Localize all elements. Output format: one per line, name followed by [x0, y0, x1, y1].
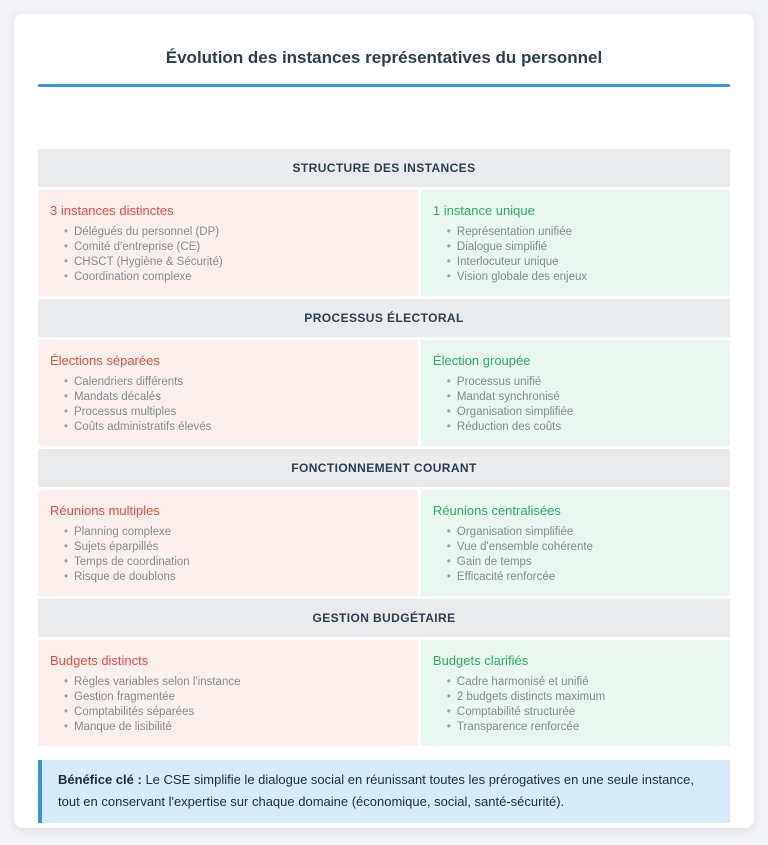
list-item: • Règles variables selon l'instance	[64, 675, 406, 690]
list-item: • Planning complexe	[64, 525, 406, 540]
list-item: • Interlocuteur unique	[447, 255, 718, 270]
benefit-label: Bénéfice clé :	[58, 772, 142, 787]
list-item: • Processus unifié	[447, 375, 718, 390]
after-list	[447, 675, 718, 735]
page-title: Évolution des instances représentatives du personnel	[165, 48, 603, 67]
before-cell	[38, 190, 418, 296]
after-cell	[421, 340, 730, 446]
before-list	[64, 225, 406, 285]
list-item: • Cadre harmonisé et unifié	[447, 675, 718, 690]
before-list	[64, 525, 406, 585]
comparison-row	[38, 340, 730, 446]
after-heading: Budgets clarifiés	[432, 653, 529, 668]
list-item: • Processus multiples	[64, 405, 406, 420]
title-underline	[38, 84, 730, 87]
comparison-row	[38, 190, 730, 296]
list-item: • Temps de coordination	[64, 555, 406, 570]
comparison-table	[38, 149, 730, 746]
list-item: • Efficacité renforcée	[447, 570, 718, 585]
list-item: • Représentation unifiée	[447, 225, 718, 240]
list-item: • Sujets éparpillés	[64, 540, 406, 555]
section-header-structure: STRUCTURE DES INSTANCES	[38, 149, 730, 187]
before-cell	[38, 340, 418, 446]
after-cell	[421, 640, 730, 746]
after-cell	[421, 490, 730, 596]
section-header-fonctionnement: FONCTIONNEMENT COURANT	[38, 449, 730, 487]
list-item: • Coûts administratifs élevés	[64, 420, 406, 435]
comparison-row	[38, 640, 730, 746]
list-item: • Comité d'entreprise (CE)	[64, 240, 406, 255]
list-item: • 2 budgets distincts maximum	[447, 690, 718, 705]
after-heading: Élection groupée	[432, 353, 531, 368]
list-item: • Réduction des coûts	[447, 420, 718, 435]
before-cell	[38, 640, 418, 746]
list-item: • Coordination complexe	[64, 270, 406, 285]
list-item: • Gain de temps	[447, 555, 718, 570]
list-item: • Dialogue simplifié	[447, 240, 718, 255]
list-item: • Organisation simplifiée	[447, 525, 718, 540]
before-heading: Réunions multiples	[50, 503, 160, 518]
before-list	[64, 375, 406, 435]
after-list	[447, 525, 718, 585]
before-heading: Élections séparées	[50, 353, 160, 368]
list-item: • Manque de lisibilité	[64, 720, 406, 735]
list-item: • Calendriers différents	[64, 375, 406, 390]
list-item: • Comptabilité structurée	[447, 705, 718, 720]
section-header-budget: GESTION BUDGÉTAIRE	[38, 599, 730, 637]
list-item: • Délégués du personnel (DP)	[64, 225, 406, 240]
list-item: • Transparence renforcée	[447, 720, 718, 735]
list-item: • Vision globale des enjeux	[447, 270, 718, 285]
after-heading: 1 instance unique	[432, 203, 535, 218]
after-cell	[421, 190, 730, 296]
list-item: • CHSCT (Hygiène & Sécurité)	[64, 255, 406, 270]
list-item: • Mandats décalés	[64, 390, 406, 405]
list-item: • Gestion fragmentée	[64, 690, 406, 705]
before-heading: 3 instances distinctes	[50, 203, 174, 218]
main-card	[14, 14, 754, 828]
comparison-row	[38, 490, 730, 596]
list-item: • Comptabilités séparées	[64, 705, 406, 720]
list-item: • Organisation simplifiée	[447, 405, 718, 420]
list-item: • Vue d'ensemble cohérente	[447, 540, 718, 555]
before-cell	[38, 490, 418, 596]
before-heading: Budgets distincts	[50, 653, 149, 668]
benefit-text: Le CSE simplifie le dialogue social en réunissant toutes les prérogatives en une seule instance, tout en conservant l'expertise sur chaque domaine (économique, social, santé-sécurité).	[58, 772, 694, 809]
before-list	[64, 675, 406, 735]
list-item: • Mandat synchronisé	[447, 390, 718, 405]
after-heading: Réunions centralisées	[432, 503, 561, 518]
after-list	[447, 225, 718, 285]
after-list	[447, 375, 718, 435]
benefit-callout	[38, 760, 730, 823]
section-header-electoral: PROCESSUS ÉLECTORAL	[38, 299, 730, 337]
list-item: • Risque de doublons	[64, 570, 406, 585]
